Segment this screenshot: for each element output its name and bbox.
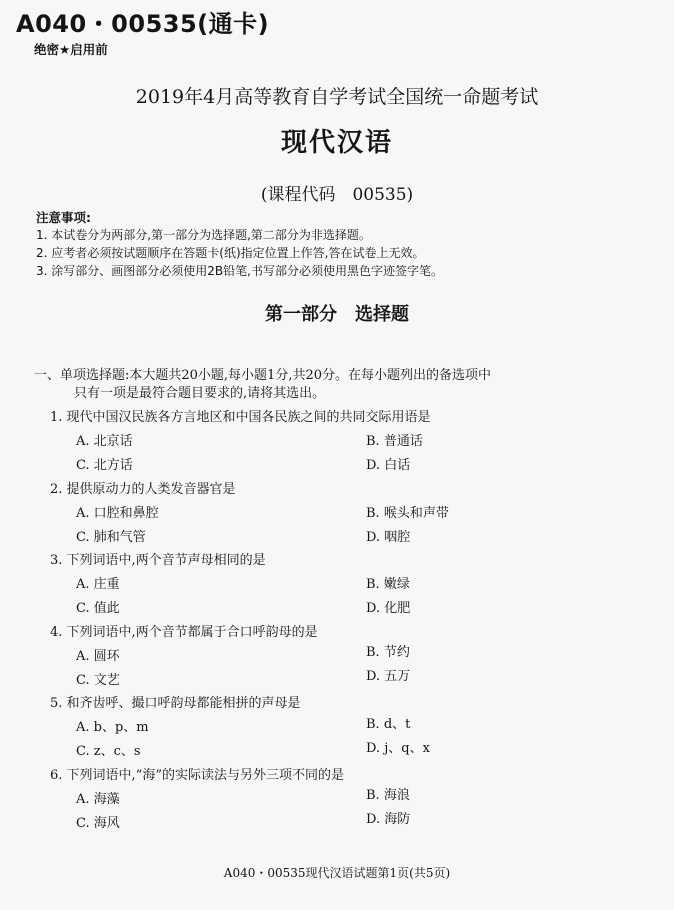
question-stem: 2. 提供原动力的人类发音器官是: [50, 482, 236, 497]
notice-item: 2. 应考者必须按试题顺序在答题卡(纸)指定位置上作答,答在试卷上无效。: [36, 246, 425, 260]
question-option: C. 北方话: [76, 458, 133, 473]
instructions-line: 一、单项选择题:本大题共20小题,每小题1分,共20分。在每小题列出的备选项中: [34, 368, 491, 383]
question-option: A. 庄重: [76, 577, 120, 592]
page-footer: A040・00535现代汉语试题第1页(共5页): [223, 866, 451, 880]
question-option: C. z、c、s: [76, 744, 141, 759]
question-stem: 3. 下列词语中,两个音节声母相同的是: [50, 553, 266, 568]
secret-label: 绝密★启用前: [34, 42, 108, 57]
question-stem: 5. 和齐齿呼、撮口呼韵母都能相拼的声母是: [50, 696, 301, 711]
question-stem: 4. 下列词语中,两个音节都属于合口呼韵母的是: [50, 625, 318, 640]
course-code: (课程代码 00535): [260, 185, 414, 205]
question-option: D. j、q、x: [366, 741, 430, 756]
question-option: A. 北京话: [76, 434, 133, 449]
notice-item: 1. 本试卷分为两部分,第一部分为选择题,第二部分为非选择题。: [36, 228, 371, 242]
question-option: B. d、t: [366, 717, 411, 732]
question-option: C. 肺和气管: [76, 530, 146, 545]
question-option: B. 普通话: [366, 434, 423, 449]
question-option: C. 值此: [76, 601, 120, 616]
question-option: C. 海风: [76, 816, 120, 831]
question-option: B. 嫩绿: [366, 577, 410, 592]
notice-title: 注意事项:: [36, 210, 91, 225]
question-option: C. 文艺: [76, 673, 120, 688]
exam-code: A040・00535(通卡): [16, 10, 270, 38]
question-option: B. 喉头和声带: [366, 506, 449, 521]
question-option: D. 白话: [366, 458, 411, 473]
instructions-line: 只有一项是最符合题目要求的,请将其选出。: [74, 386, 326, 401]
question-stem: 1. 现代中国汉民族各方言地区和中国各民族之间的共同交际用语是: [50, 410, 431, 425]
question-option: A. 圆环: [76, 649, 120, 664]
question-option: D. 咽腔: [366, 530, 411, 545]
question-stem: 6. 下列词语中,“海”的实际读法与另外三项不同的是: [50, 768, 344, 783]
exam-title: 2019年4月高等教育自学考试全国统一命题考试: [135, 86, 539, 108]
subject-title: 现代汉语: [280, 128, 393, 158]
question-option: A. b、p、m: [76, 720, 149, 735]
notice-item: 3. 涂写部分、画图部分必须使用2B铅笔,书写部分必须使用黑色字迹签字笔。: [36, 264, 443, 278]
question-option: D. 五万: [366, 669, 411, 684]
question-option: D. 化肥: [366, 601, 411, 616]
section-title: 第一部分 选择题: [265, 304, 409, 325]
question-option: B. 海浪: [366, 788, 410, 803]
question-option: A. 海藻: [76, 792, 120, 807]
question-option: D. 海防: [366, 812, 411, 827]
question-option: A. 口腔和鼻腔: [76, 506, 159, 521]
question-option: B. 节约: [366, 645, 410, 660]
